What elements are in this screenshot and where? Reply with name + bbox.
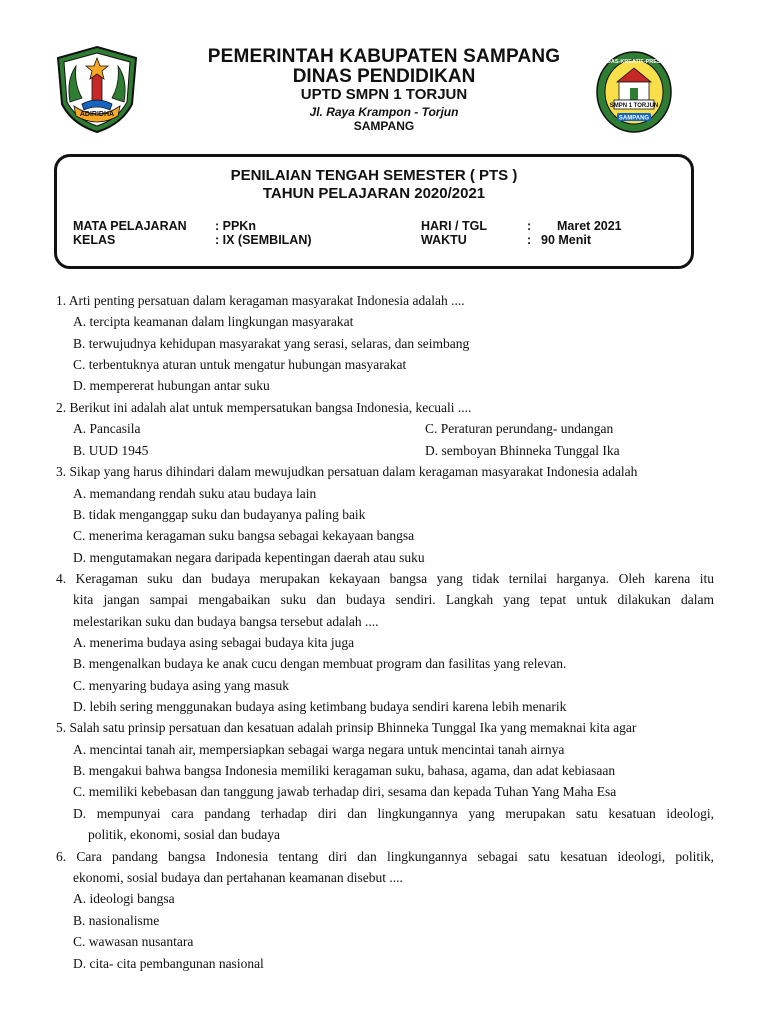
q4-option-b: B. mengenalkan budaya ke anak cucu dengan membuat program dan fasilitas yang relevan. (73, 656, 567, 671)
class-value: : IX (SEMBILAN) (215, 233, 312, 247)
question-1: 1. Arti penting persatuan dalam keragaman masyarakat Indonesia adalah .... (56, 293, 465, 308)
question-4-line-2: kita jangan sampai mengabaikan suku dan budaya sendiri. Langkah yang tepat untuk dilakukan dalam (73, 592, 714, 607)
date-colon: : (527, 219, 532, 233)
q3-option-a: A. memandang rendah suku atau budaya lain (73, 486, 317, 501)
q5-option-a: A. mencintai tanah air, mempersiapkan sebagai warga negara untuk mencintai tanah airnya (73, 742, 565, 757)
q2-option-d: D. semboyan Bhinneka Tunggal Ika (425, 443, 620, 458)
q3-option-c: C. menerima keragaman suku bangsa sebagai kekayaan bangsa (73, 528, 415, 543)
exam-year: TAHUN PELAJARAN 2020/2021 (262, 185, 486, 202)
q4-option-d: D. lebih sering menggunakan budaya asing ketimbang budaya sendiri karena lebih menarik (73, 699, 567, 714)
duration-value: 90 Menit (541, 233, 592, 247)
question-4-line-1: 4. Keragaman suku dan budaya merupakan kekayaan bangsa yang tidak ternilai harganya. Oleh karena itu (56, 571, 714, 586)
question-6-line-1: 6. Cara pandang bangsa Indonesia tentang diri dan lingkungannya sebagai satu kesatuan ideologi, politik, (56, 849, 714, 864)
svg-text:SMPN 1 TORJUN: SMPN 1 TORJUN (609, 103, 659, 109)
q3-option-b: B. tidak menganggap suku dan budayanya paling baik (73, 507, 366, 522)
q1-option-b: B. terwujudnya kehidupan masyarakat yang serasi, selaras, dan seimbang (73, 336, 470, 351)
q3-option-d: D. mengutamakan negara daripada kepentingan daerah atau suku (73, 550, 425, 565)
q4-option-a: A. menerima budaya asing sebagai budaya kita juga (73, 635, 355, 650)
header-government: PEMERINTAH KABUPATEN SAMPANG (207, 46, 561, 67)
q2-option-a: A. Pancasila (73, 421, 141, 436)
question-5: 5. Salah satu prinsip persatuan dan kesatuan adalah prinsip Bhinneka Tunggal Ika yang memaknai kita agar (56, 720, 637, 735)
subject-value: : PPKn (215, 219, 256, 233)
q1-option-a: A. tercipta keamanan dalam lingkungan masyarakat (73, 314, 354, 329)
header-school: UPTD SMPN 1 TORJUN (300, 86, 468, 103)
date-value: Maret 2021 (557, 219, 622, 233)
svg-text:SAMPANG: SAMPANG (618, 115, 650, 122)
q6-option-d: D. cita- cita pembangunan nasional (73, 956, 264, 971)
q6-option-b: B. nasionalisme (73, 913, 160, 928)
question-6-line-2: ekonomi, sosial budaya dan pertahanan keamanan disebut .... (73, 870, 403, 885)
header-department: DINAS PENDIDIKAN (292, 66, 476, 87)
q6-option-a: A. ideologi bangsa (73, 891, 175, 906)
exam-info-box (54, 154, 694, 269)
duration-label: WAKTU (421, 233, 467, 247)
exam-title: PENILAIAN TENGAH SEMESTER ( PTS ) (230, 167, 518, 184)
header-address: Jl. Raya Krampon - Torjun (309, 105, 459, 119)
question-4-line-3: melestarikan suku dan budaya bangsa tersebut adalah .... (73, 614, 379, 629)
q1-option-c: C. terbentuknya aturan untuk mengatur hubungan masyarakat (73, 357, 407, 372)
q1-option-d: D. mempererat hubungan antar suku (73, 378, 270, 393)
class-label: KELAS (73, 233, 116, 247)
q5-option-c: C. memiliki kebebasan dan tanggung jawab terhadap diri, sesama dan kepada Tuhan Yang Maha Esa (73, 784, 617, 799)
question-2: 2. Berikut ini adalah alat untuk mempersatukan bangsa Indonesia, kecuali .... (56, 400, 472, 415)
q4-option-c: C. menyaring budaya asing yang masuk (73, 678, 289, 693)
q2-option-c: C. Peraturan perundang- undangan (425, 421, 614, 436)
subject-label: MATA PELAJARAN (73, 219, 187, 233)
q5-option-d-line-1: D. mempunyai cara pandang terhadap diri dan lingkungannya yang merupakan satu kesatuan ideologi, (73, 806, 714, 821)
header-city: SAMPANG (353, 119, 415, 133)
q5-option-b: B. mengakui bahwa bangsa Indonesia memiliki keragaman suku, bahasa, agama, dan adat kebiasaan (73, 763, 616, 778)
q6-option-c: C. wawasan nusantara (73, 934, 194, 949)
date-label: HARI / TGL (421, 219, 487, 233)
svg-text:ADIRIDHA: ADIRIDHA (79, 111, 115, 118)
duration-colon: : (527, 233, 532, 247)
q2-option-b: B. UUD 1945 (73, 443, 149, 458)
question-3: 3. Sikap yang harus dihindari dalam mewujudkan persatuan dalam keragaman masyarakat Indonesia adalah (56, 464, 638, 479)
q5-option-d-line-2: politik, ekonomi, sosial dan budaya (88, 827, 280, 842)
svg-text:CERDAS-KREATIF-PRESTASI: CERDAS-KREATIF-PRESTASI (595, 59, 673, 65)
